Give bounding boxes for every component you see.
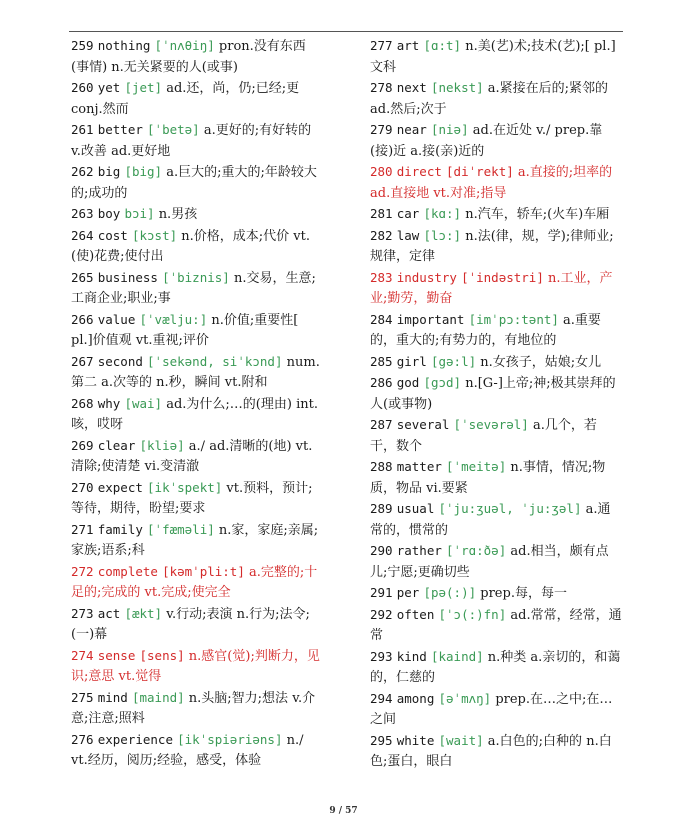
entry-phonetic: [ˈrɑ:ðə] <box>446 543 507 558</box>
vocab-entry <box>370 204 622 226</box>
entry-phonetic: [wai] <box>124 395 163 411</box>
vocab-entry <box>71 520 323 562</box>
entry-number: 280 <box>370 164 393 179</box>
entry-definition: num.第二 a.次等的 n.秒，瞬间 vt.附和 <box>71 354 320 390</box>
entry-phonetic: [sens] <box>139 647 185 663</box>
entry-phonetic: [ækt] <box>124 605 163 621</box>
vocab-entry <box>71 688 323 730</box>
entry-number: 272 <box>71 563 94 579</box>
entry-phonetic: [ˈindəstri] <box>461 269 544 285</box>
entry-definition: a.直接的;坦率的 ad.直接地 vt.对准;指导 <box>370 165 613 201</box>
entry-definition: ad.相当，颇有点儿;宁愿;更确切些 <box>370 544 609 580</box>
entry-number: 261 <box>71 122 94 137</box>
entry-number: 292 <box>370 606 393 622</box>
entry-definition: pron.没有东西(事情) n.无关紧要的人(或事) <box>71 39 306 75</box>
entry-number: 266 <box>71 311 94 327</box>
entry-definition: ad.还，尚，仍;已经;更 conj.然而 <box>71 81 300 117</box>
vocab-entry <box>370 162 622 204</box>
entry-number: 291 <box>370 585 393 600</box>
entry-number: 275 <box>71 689 94 705</box>
entry-phonetic: [ˈju:ʒuəl, ˈju:ʒəl] <box>438 501 582 516</box>
vocab-entry <box>370 647 622 689</box>
entry-phonetic: [ˈmeitə] <box>446 459 507 474</box>
entry-word: direct <box>396 164 442 179</box>
entry-word: big <box>97 164 121 179</box>
entry-phonetic: [jet] <box>124 80 163 95</box>
vocab-entry <box>71 310 323 352</box>
entry-definition: prep.每，每一 <box>480 586 567 601</box>
entry-phonetic: [ˈnʌθiŋ] <box>154 38 215 53</box>
entry-phonetic: [kliə] <box>139 437 185 453</box>
entry-phonetic: [lɔ:] <box>423 227 462 243</box>
entry-number: 259 <box>71 38 94 53</box>
entry-number: 293 <box>370 648 393 664</box>
entry-phonetic: [kɑ:] <box>423 206 462 221</box>
vocab-entry <box>71 352 323 394</box>
entry-definition: n.女孩子，姑娘;女儿 <box>480 354 602 370</box>
entry-word: near <box>396 122 427 137</box>
entry-definition: n.头脑;智力;想法 v.介意;注意;照料 <box>71 690 316 726</box>
entry-definition: n./ vt.经历，阅历;经验，感受，体验 <box>71 732 304 768</box>
entry-phonetic: [ˈɔ(:)fn] <box>438 606 507 622</box>
entry-definition: n.家，家庭;亲属;家族;语系;科 <box>71 522 319 558</box>
entry-number: 269 <box>71 437 94 453</box>
entry-phonetic: [ɑ:t] <box>423 38 462 53</box>
vocab-entry <box>71 646 323 688</box>
vocab-entry <box>370 541 622 583</box>
entry-number: 277 <box>370 38 393 53</box>
entry-definition: a./ ad.清晰的(地) vt.清除;使清楚 vi.变清澈 <box>71 438 313 474</box>
entry-number: 270 <box>71 479 94 495</box>
entry-phonetic: [gɔd] <box>423 375 462 390</box>
entry-definition: ad.常常，经常，通常 <box>370 607 622 643</box>
entry-number: 262 <box>71 164 94 179</box>
entry-word: usual <box>396 501 435 516</box>
vocab-entry <box>370 583 622 605</box>
entry-number: 260 <box>71 80 94 95</box>
entry-word: girl <box>396 353 427 369</box>
entry-number: 285 <box>370 353 393 369</box>
entry-number: 289 <box>370 501 393 516</box>
entry-phonetic: [ˈsekənd, siˈkɔnd] <box>147 353 283 369</box>
vocab-entry <box>71 562 323 604</box>
entry-word: often <box>396 606 435 622</box>
vocab-entry <box>370 415 622 457</box>
entry-number: 263 <box>71 206 94 221</box>
vocab-entry <box>71 604 323 646</box>
vocab-entry <box>370 36 622 78</box>
entry-word: several <box>396 417 450 432</box>
entry-definition: a.紧接在后的;紧邻的 ad.然后;次于 <box>370 81 609 117</box>
entry-phonetic: [maind] <box>131 689 185 705</box>
entry-definition: a.通常的，惯常的 <box>370 502 611 538</box>
entry-definition: ad.为什么;…的(理由) int.咳，哎呀 <box>71 396 318 432</box>
entry-word: industry <box>396 269 457 285</box>
entry-number: 278 <box>370 80 393 95</box>
entry-phonetic: [ˈvælju:] <box>139 311 208 327</box>
entry-definition: a.更好的;有好转的 v.改善 ad.更好地 <box>71 123 312 159</box>
header-rule <box>69 31 623 32</box>
vocab-entry <box>370 457 622 499</box>
entry-word: per <box>396 585 420 600</box>
vocab-entry <box>370 310 622 352</box>
entry-phonetic: [ˈbetə] <box>147 122 200 137</box>
entry-phonetic: [niə] <box>430 122 469 137</box>
entry-number: 276 <box>71 731 94 747</box>
entry-number: 284 <box>370 311 393 327</box>
entry-number: 283 <box>370 269 393 285</box>
entry-definition: n.种类 a.亲切的，和蔼的，仁慈的 <box>370 649 621 685</box>
vocab-entry <box>71 478 323 520</box>
entry-number: 281 <box>370 206 393 221</box>
entry-word: car <box>396 206 420 221</box>
vocab-entry <box>370 268 622 310</box>
page-number: 9 / 57 <box>329 806 358 816</box>
entry-word: boy <box>97 206 121 221</box>
left-column <box>71 36 323 772</box>
entry-word: next <box>396 80 427 95</box>
entry-definition: v.行动;表演 n.行为;法令;(一)幕 <box>71 606 310 642</box>
entry-definition: n.感官(觉);判断力，见识;意思 vt.觉得 <box>71 648 320 684</box>
entry-definition: n.价格，成本;代价 vt.(使)花费;使付出 <box>71 228 310 264</box>
vocab-entry <box>370 499 622 541</box>
vocab-entry <box>71 78 323 120</box>
entry-word: clear <box>97 437 136 453</box>
entry-word: law <box>396 227 420 243</box>
vocab-entry <box>370 605 622 647</box>
vocab-entry <box>370 689 622 731</box>
vocab-entry <box>370 731 622 773</box>
entry-word: god <box>396 375 420 390</box>
entry-number: 274 <box>71 647 94 663</box>
entry-number: 295 <box>370 732 393 748</box>
entry-definition: n.汽车，轿车;(火车)车厢 <box>465 207 610 222</box>
entry-word: yet <box>97 80 121 95</box>
entry-number: 294 <box>370 690 393 706</box>
entry-phonetic: [gə:l] <box>430 353 477 369</box>
vocab-entry <box>71 162 323 204</box>
entry-number: 268 <box>71 395 94 411</box>
entry-definition: n.交易，生意;工商企业;职业;事 <box>71 270 316 306</box>
entry-phonetic: [kaind] <box>430 648 484 664</box>
vocab-entry <box>71 204 323 226</box>
entry-phonetic: [imˈpɔ:tənt] <box>468 311 559 327</box>
entry-definition: n.价值;重要性[ pl.]价值观 vt.重视;评价 <box>71 312 299 348</box>
entry-word: white <box>396 732 435 748</box>
entry-definition: ad.在近处 v./ prep.靠(接)近 a.接(亲)近的 <box>370 123 603 159</box>
entry-definition: n.工业，产业;勤劳，勤奋 <box>370 270 613 306</box>
entry-definition: a.白色的;白种的 n.白色;蛋白，眼白 <box>370 733 612 769</box>
entry-definition: a.完整的;十足的;完成的 vt.完成;使完全 <box>71 564 318 600</box>
entry-word: rather <box>396 543 442 558</box>
entry-phonetic: [ˈsevərəl] <box>453 417 529 432</box>
vocab-entry <box>370 78 622 120</box>
entry-definition: n.[G-]上帝;神;极其崇拜的人(或事物) <box>370 376 616 412</box>
entry-phonetic: [ikˈspiəriəns] <box>177 731 283 747</box>
entry-definition: prep.在…之中;在…之间 <box>370 691 613 727</box>
entry-word: second <box>97 353 143 369</box>
vocab-entry <box>370 373 622 415</box>
entry-number: 287 <box>370 417 393 432</box>
entry-word: mind <box>97 689 128 705</box>
entry-number: 286 <box>370 375 393 390</box>
entry-word: why <box>97 395 121 411</box>
entry-word: better <box>97 122 143 137</box>
entry-number: 273 <box>71 605 94 621</box>
entry-word: experience <box>97 731 173 747</box>
entry-word: matter <box>396 459 442 474</box>
entry-word: art <box>396 38 420 53</box>
entry-phonetic: [nekst] <box>430 80 484 95</box>
entry-word: business <box>97 269 158 285</box>
entry-number: 279 <box>370 122 393 137</box>
entry-number: 271 <box>71 521 94 537</box>
entry-definition: n.男孩 <box>158 207 198 222</box>
entry-word: expect <box>97 479 143 495</box>
entry-definition: a.巨大的;重大的;年龄较大的;成功的 <box>71 165 317 201</box>
entry-word: family <box>97 521 143 537</box>
entry-phonetic: [ˈfæməli] <box>147 521 215 537</box>
vocab-entry <box>71 36 323 78</box>
entry-word: important <box>396 311 465 327</box>
entry-definition: a.几个，若干，数个 <box>370 418 597 454</box>
entry-phonetic: [wait] <box>438 732 484 748</box>
entry-number: 290 <box>370 543 393 558</box>
entry-word: cost <box>97 227 128 243</box>
vocab-entry <box>71 268 323 310</box>
entry-definition: a.重要的，重大的;有势力的，有地位的 <box>370 312 601 348</box>
entry-word: value <box>97 311 136 327</box>
entry-phonetic: [big] <box>124 164 163 179</box>
entry-number: 265 <box>71 269 94 285</box>
entry-number: 288 <box>370 459 393 474</box>
entry-word: among <box>396 690 435 706</box>
vocab-entry <box>71 730 323 772</box>
vocab-entry <box>370 120 622 162</box>
right-column <box>370 36 622 773</box>
entry-word: complete <box>97 563 158 579</box>
entry-phonetic: [pə(:)] <box>423 585 477 600</box>
entry-word: kind <box>396 648 427 664</box>
vocab-entry <box>370 352 622 374</box>
entry-definition: n.美(艺)术;技术(艺);[ pl.]文科 <box>370 39 616 75</box>
vocab-entry <box>71 394 323 436</box>
entry-phonetic: [kəmˈpli:t] <box>162 563 245 579</box>
entry-word: act <box>97 605 121 621</box>
entry-definition: vt.预料，预计;等待，期待，盼望;要求 <box>71 480 313 516</box>
entry-phonetic: [əˈmʌŋ] <box>438 690 492 706</box>
vocab-entry <box>71 226 323 268</box>
entry-phonetic: [ikˈspekt] <box>147 479 223 495</box>
entry-phonetic: bɔi] <box>124 206 155 221</box>
entry-phonetic: [kɔst] <box>131 227 178 243</box>
vocab-entry <box>370 226 622 268</box>
entry-definition: n.法(律，规，学);律师业;规律，定律 <box>370 228 614 264</box>
vocab-entry <box>71 436 323 478</box>
entry-word: nothing <box>97 38 151 53</box>
entry-number: 264 <box>71 227 94 243</box>
entry-number: 267 <box>71 353 94 369</box>
entry-definition: n.事情，情况;物质，物品 vi.要紧 <box>370 460 606 496</box>
entry-phonetic: [diˈrekt] <box>446 164 514 179</box>
entry-number: 282 <box>370 227 393 243</box>
entry-phonetic: [ˈbiznis] <box>162 269 230 285</box>
vocab-entry <box>71 120 323 162</box>
entry-word: sense <box>97 647 136 663</box>
